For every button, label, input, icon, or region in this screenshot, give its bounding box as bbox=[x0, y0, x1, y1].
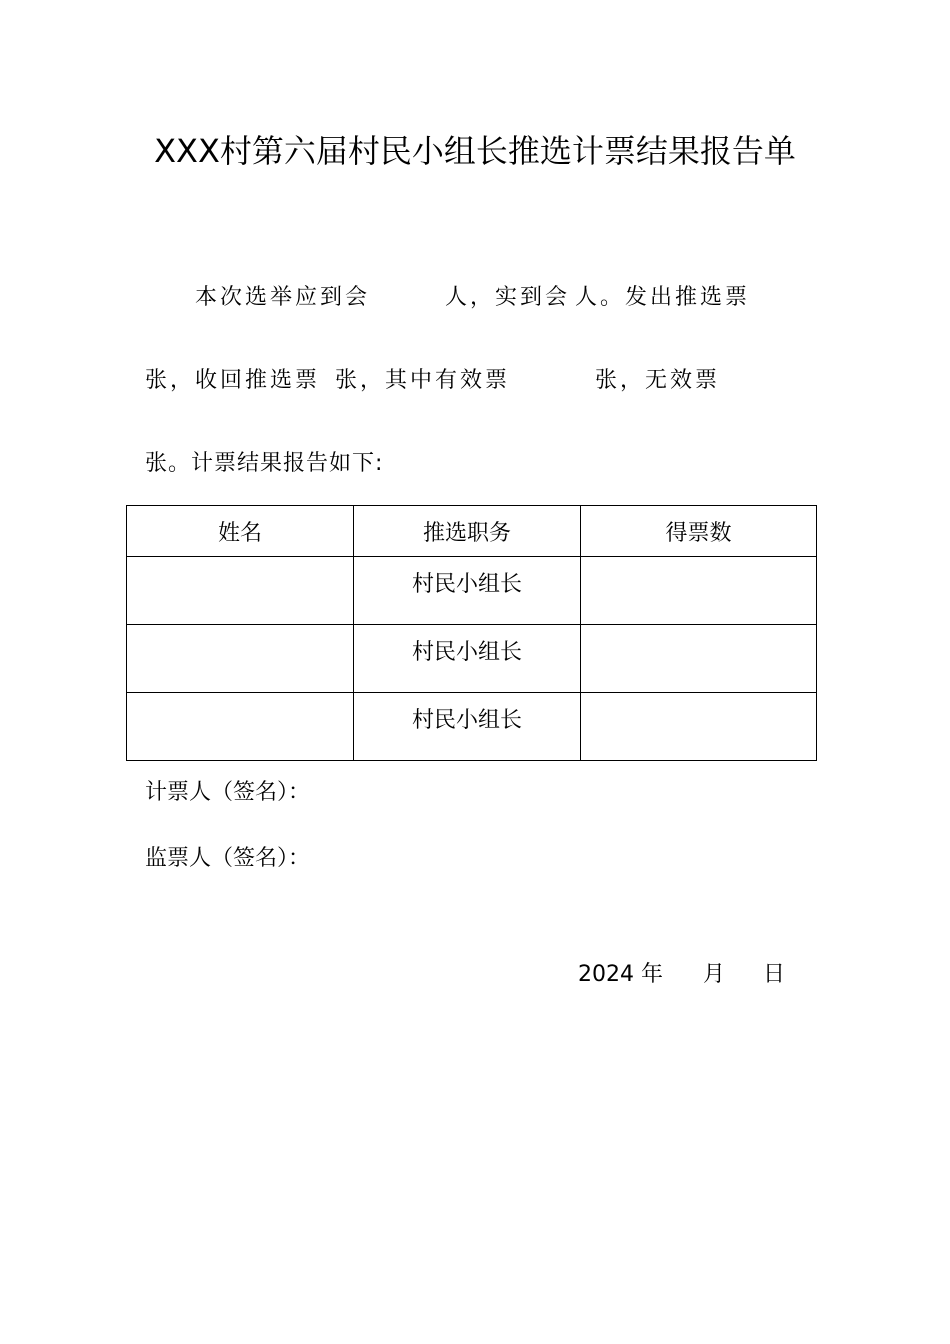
table-row bbox=[127, 557, 817, 625]
table-row bbox=[127, 693, 817, 761]
date-line bbox=[578, 960, 785, 990]
cell-name[interactable] bbox=[127, 625, 354, 693]
cell-position: 村民小组长 bbox=[354, 625, 581, 693]
attendance-actual-text: 人，实到会 bbox=[445, 285, 571, 310]
cell-votes[interactable] bbox=[581, 557, 817, 625]
cell-name[interactable] bbox=[127, 693, 354, 761]
cell-name[interactable] bbox=[127, 557, 354, 625]
header-position: 推选职务 bbox=[354, 506, 581, 557]
paragraph-line-3: 张。计票结果报告如下: bbox=[145, 451, 384, 476]
date-year-unit: 年 bbox=[641, 962, 664, 987]
vote-result-table bbox=[126, 505, 817, 761]
date-day-unit: 日 bbox=[763, 962, 786, 987]
header-name: 姓名 bbox=[127, 506, 354, 557]
cell-position: 村民小组长 bbox=[354, 693, 581, 761]
attendance-expected-text: 本次选举应到会 bbox=[195, 285, 371, 310]
header-votes: 得票数 bbox=[581, 506, 817, 557]
paragraph-line-1 bbox=[195, 283, 750, 313]
date-month-unit: 月 bbox=[703, 962, 726, 987]
counter-signature-label: 计票人（签名）： bbox=[145, 780, 311, 805]
supervisor-signature-label: 监票人（签名）： bbox=[145, 846, 311, 871]
table-header-row bbox=[127, 506, 817, 557]
valid-ballots-text: 张，其中有效票 bbox=[335, 368, 511, 393]
table-row bbox=[127, 625, 817, 693]
invalid-ballots-text: 张，无效票 bbox=[595, 368, 721, 393]
date-year: 2024 bbox=[578, 962, 634, 987]
ballots-issued-text: 人。发出推选票 bbox=[575, 285, 751, 310]
cell-votes[interactable] bbox=[581, 625, 817, 693]
document-title: XXX村第六届村民小组长推选计票结果报告单 bbox=[154, 132, 796, 170]
cell-votes[interactable] bbox=[581, 693, 817, 761]
ballots-collected-text: 张，收回推选票 bbox=[145, 368, 321, 393]
paragraph-line-2 bbox=[145, 366, 720, 396]
cell-position: 村民小组长 bbox=[354, 557, 581, 625]
